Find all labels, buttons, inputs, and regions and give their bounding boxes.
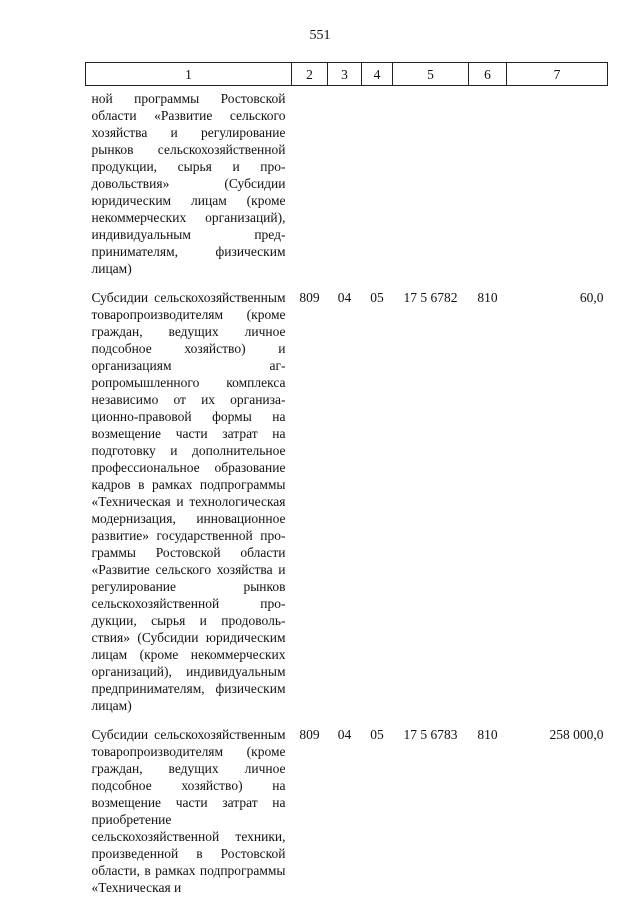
- row-ministry-code: 809: [299, 727, 320, 742]
- table-row: [86, 722, 608, 904]
- row-expense-type: [469, 86, 507, 286]
- row-subsection-code: [362, 86, 393, 286]
- row-section-code: [328, 86, 362, 286]
- page-number: 551: [309, 28, 331, 43]
- row-amount: 60,0: [579, 290, 604, 305]
- row-target-code: 17 5 6783: [403, 727, 458, 742]
- row-subsection-code: 05: [370, 727, 384, 742]
- column-header-6: 6: [469, 63, 507, 86]
- row-target-code: 17 5 6782: [403, 290, 458, 305]
- table-header-row: [86, 63, 608, 86]
- column-header-5: 5: [393, 63, 469, 86]
- table-row: [86, 86, 608, 286]
- column-header-1: 1: [86, 63, 292, 86]
- row-section-code: 04: [337, 727, 352, 742]
- budget-table: [85, 62, 608, 904]
- row-description: Субсидии сельскохозяйственным товаропроизводителям (кроме граждан, ведущих личное подсобное хозяйство) на возмещение части затрат на приобретение сельскохозяйственной техники, произведенной в Ростовской области, в рамках подпрограммы «Техническая и: [91, 727, 286, 895]
- column-header-3: 3: [328, 63, 362, 86]
- row-ministry-code: 809: [299, 290, 320, 305]
- column-header-7: 7: [507, 63, 608, 86]
- row-expense-type: 810: [477, 727, 498, 742]
- column-header-2: 2: [292, 63, 328, 86]
- row-description: Субсидии сельскохозяйственным товаропроизводителям (кроме граждан, ведущих личное подсобное хозяйство) и организациям агропромышленного комплекса независимо от их организационно-правовой формы на возмещение части затрат на подготовку и дополнительное профессиональное образование кадров в рамках подпрограммы «Техническая и технологическая модернизация, инновационное развитие» государственной программы Ростовской области «Развитие сельского хозяйства и регулирование рынков сельскохозяйственной продукции, сырья и продовольствия» (Субсидии юридическим лицам (кроме некоммерческих организаций), индивидуальным предпринимателям, физическим лицам): [91, 290, 286, 713]
- row-target-code: [393, 86, 469, 286]
- row-expense-type: 810: [477, 290, 498, 305]
- row-amount: 258 000,0: [549, 727, 604, 742]
- row-amount: [507, 86, 608, 286]
- column-header-4: 4: [362, 63, 393, 86]
- row-ministry-code: [292, 86, 328, 286]
- row-section-code: 04: [337, 290, 352, 305]
- table-row: [86, 285, 608, 722]
- row-subsection-code: 05: [370, 290, 384, 305]
- row-description: ной программы Ростовской области «Развитие сельского хозяйства и регулирование рынков сельскохозяйственной продукции, сырья и продовольствия» (Субсидии юридическим лицам (кроме некоммерческих организаций), индивидуальным предпринимателям, физическим лицам): [91, 91, 286, 276]
